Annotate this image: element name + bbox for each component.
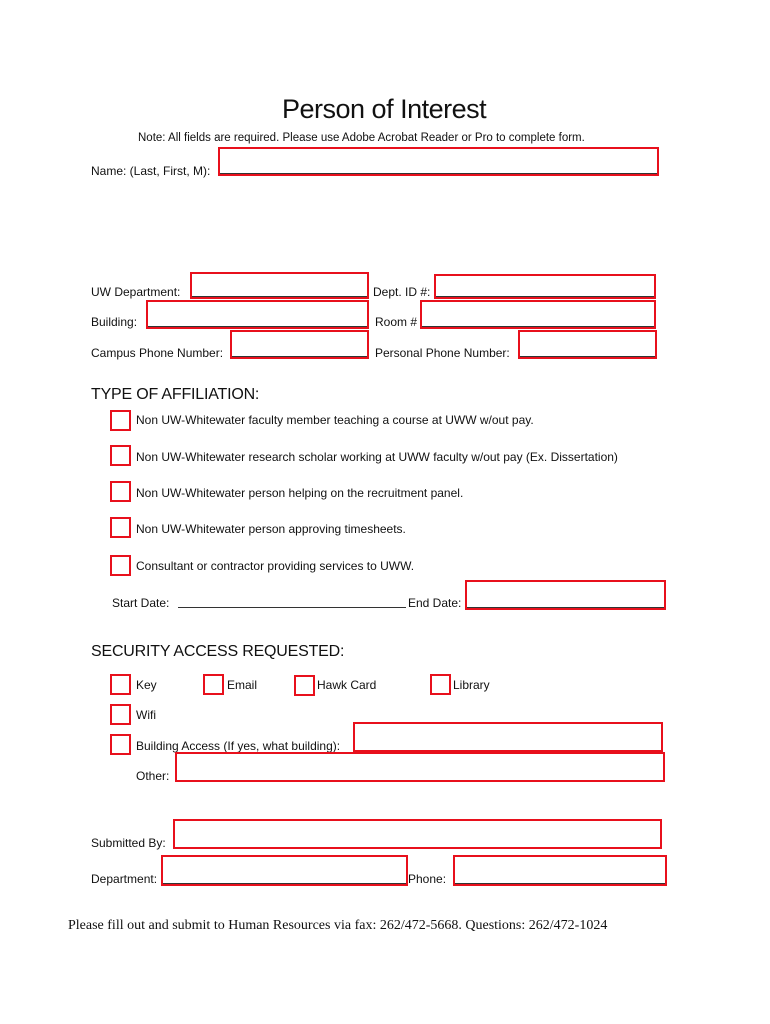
affiliation-checkbox-recruitment[interactable] (110, 481, 131, 502)
room-label: Room # (375, 315, 418, 329)
footer-instructions: Please fill out and submit to Human Resources via fax: 262/472-5668. Questions: 262/472-1024 (68, 918, 608, 933)
other-input[interactable] (175, 752, 665, 782)
personal-phone-input[interactable] (518, 330, 657, 359)
end-date-label: End Date: (408, 596, 462, 610)
security-option-wifi: Wifi (136, 708, 156, 722)
submission-department-label: Department: (91, 872, 158, 886)
form-note: Note: All fields are required. Please use Adobe Acrobat Reader or Pro to complete form. (138, 132, 585, 144)
submitted-by-input[interactable] (173, 819, 662, 849)
affiliation-heading: TYPE OF AFFILIATION: (91, 386, 260, 403)
submission-phone-input[interactable] (453, 855, 667, 886)
affiliation-checkbox-consultant[interactable] (110, 555, 131, 576)
campus-phone-input[interactable] (230, 330, 369, 359)
security-option-building-access: Building Access (If yes, what building): (136, 739, 341, 753)
security-option-key: Key (136, 678, 157, 692)
security-checkbox-building-access[interactable] (110, 734, 131, 755)
affiliation-option-consultant: Consultant or contractor providing services to UWW. (136, 559, 415, 573)
uw-department-label: UW Department: (91, 285, 181, 299)
security-checkbox-email[interactable] (203, 674, 224, 695)
submission-phone-label: Phone: (408, 872, 447, 886)
security-heading: SECURITY ACCESS REQUESTED: (91, 643, 345, 660)
building-input[interactable] (146, 300, 369, 329)
start-date-label: Start Date: (112, 596, 170, 610)
dept-id-input[interactable] (434, 274, 656, 299)
name-input[interactable] (218, 147, 659, 176)
security-checkbox-library[interactable] (430, 674, 451, 695)
affiliation-option-teaching: Non UW-Whitewater faculty member teaching a course at UWW w/out pay. (136, 413, 534, 427)
security-option-library: Library (453, 678, 490, 692)
security-option-hawk-card: Hawk Card (317, 678, 377, 692)
building-label: Building: (91, 315, 138, 329)
affiliation-checkbox-timesheets[interactable] (110, 517, 131, 538)
other-label: Other: (136, 769, 170, 783)
end-date-input[interactable] (465, 580, 666, 610)
name-label: Name: (Last, First, M): (91, 164, 211, 178)
security-option-email: Email (227, 678, 258, 692)
uw-department-input[interactable] (190, 272, 369, 299)
page-title: Person of Interest (282, 94, 487, 124)
security-checkbox-key[interactable] (110, 674, 131, 695)
affiliation-checkbox-teaching[interactable] (110, 410, 131, 431)
submission-department-input[interactable] (161, 855, 408, 886)
affiliation-option-research: Non UW-Whitewater research scholar working at UWW faculty w/out pay (Ex. Dissertation) (136, 450, 618, 464)
security-checkbox-wifi[interactable] (110, 704, 131, 725)
submitted-by-label: Submitted By: (91, 836, 166, 850)
affiliation-checkbox-research[interactable] (110, 445, 131, 466)
room-input[interactable] (420, 300, 656, 329)
affiliation-option-recruitment: Non UW-Whitewater person helping on the recruitment panel. (136, 486, 464, 500)
building-access-input[interactable] (353, 722, 663, 752)
dept-id-label: Dept. ID #: (373, 285, 431, 299)
security-checkbox-hawk-card[interactable] (294, 675, 315, 696)
campus-phone-label: Campus Phone Number: (91, 346, 224, 360)
personal-phone-label: Personal Phone Number: (375, 346, 510, 360)
start-date-underline (178, 607, 406, 608)
affiliation-option-timesheets: Non UW-Whitewater person approving timesheets. (136, 522, 406, 536)
